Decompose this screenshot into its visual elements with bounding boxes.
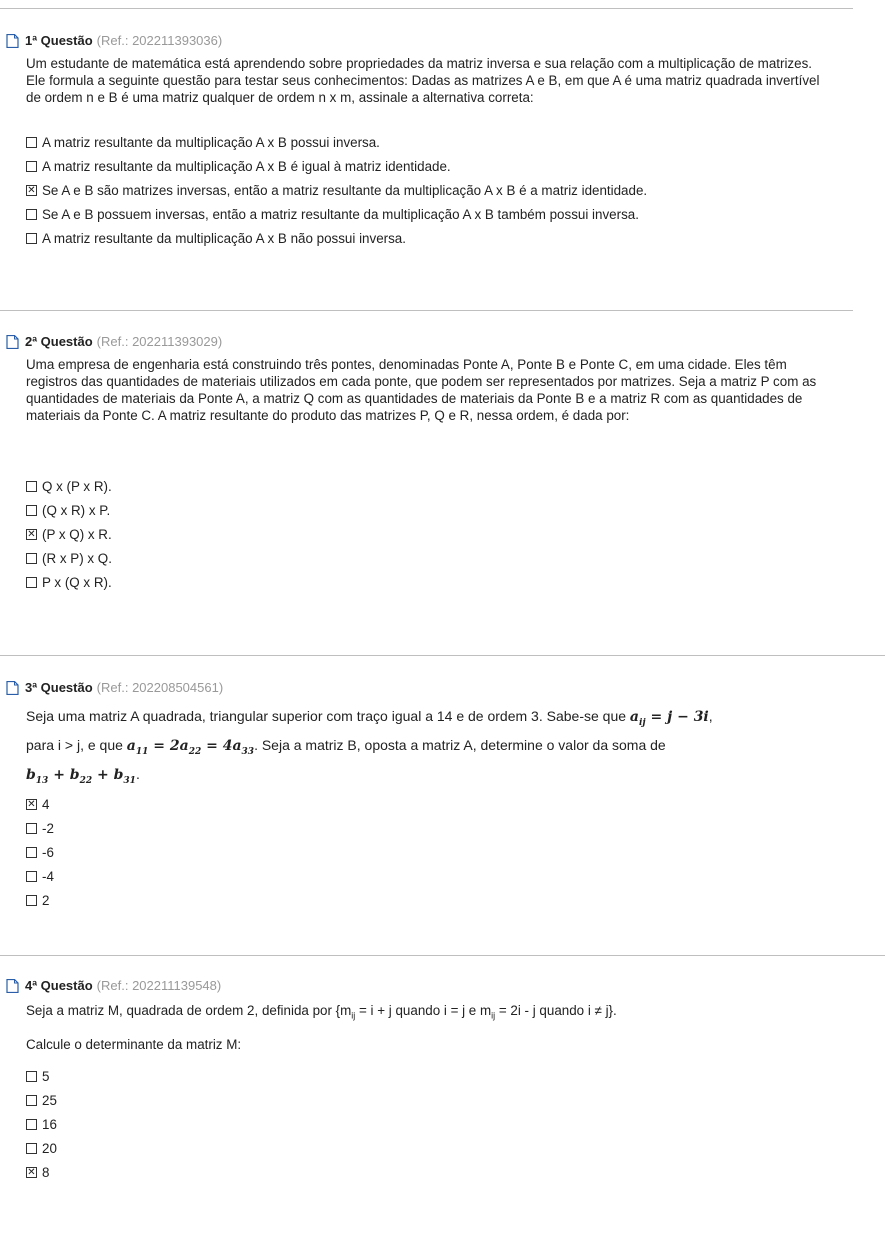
option[interactable] [26, 1136, 57, 1160]
question-number: 1ª Questão [25, 33, 93, 48]
option-label: 4 [42, 796, 50, 812]
option-label: 2 [42, 892, 50, 908]
checkbox[interactable] [26, 505, 37, 516]
question-header [6, 33, 222, 48]
question-ref: (Ref.: 202211393029) [96, 334, 223, 349]
text-segment: = 2i - j quando i ≠ j}. [495, 1003, 617, 1018]
checkbox[interactable] [26, 871, 37, 882]
question-ref: (Ref.: 202211393036) [96, 33, 223, 48]
option[interactable] [26, 864, 54, 888]
option[interactable] [26, 1112, 57, 1136]
option[interactable] [26, 570, 112, 594]
option[interactable] [26, 178, 647, 202]
option-label: (P x Q) x R. [42, 526, 112, 542]
option[interactable] [26, 816, 54, 840]
separator [0, 8, 853, 9]
checkbox[interactable] [26, 481, 37, 492]
checkbox-checked[interactable]: ✕ [27, 798, 36, 810]
options-list [26, 792, 54, 912]
option-label: -2 [42, 820, 54, 836]
math-expression: $a_{ij} = j - 3i$ [629, 709, 709, 728]
option[interactable] [26, 226, 647, 250]
question-ref: (Ref.: 202211139548) [96, 978, 222, 993]
checkbox[interactable] [26, 1143, 37, 1154]
option-label: 8 [42, 1164, 50, 1180]
text-segment: = i + j quando i = j e m [355, 1003, 492, 1018]
question-header [6, 334, 222, 349]
option[interactable] [26, 1160, 57, 1184]
text-segment: Seja a matriz M, quadrada de ordem 2, definida por {m [26, 1003, 352, 1018]
text-segment: Seja uma matriz A quadrada, triangular superior com traço igual a 14 e de ordem 3. Sabe-se que [26, 708, 627, 724]
option-label: P x (Q x R). [42, 574, 112, 590]
checkbox[interactable] [26, 233, 37, 244]
option[interactable] [26, 130, 647, 154]
option-label: 20 [42, 1140, 57, 1156]
option[interactable] [26, 840, 54, 864]
question-prompt: Calcule o determinante da matriz M: [26, 1037, 242, 1052]
option-label: Se A e B são matrizes inversas, então a matriz resultante da multiplicação A x B é a matriz identidade. [42, 182, 648, 198]
option-label: -4 [42, 868, 54, 884]
option[interactable] [26, 546, 112, 570]
checkbox[interactable] [26, 847, 37, 858]
checkbox[interactable] [26, 823, 37, 834]
question-text: Um estudante de matemática está aprendendo sobre propriedades da matriz inversa e sua relação com a multiplicação de matrizes. Ele formula a seguinte questão para testar seus conhecimentos: Dadas as matrizes A e B, em que A é uma matriz quadrada invertível de ordem n e B é uma matriz qualquer de ordem n x m, assinale a alternativa correta: [26, 56, 820, 105]
checkbox[interactable] [26, 895, 37, 906]
math-expression: $b_{13} + b_{22} + b_{31}$ [26, 766, 136, 786]
option-label: (R x P) x Q. [42, 550, 112, 566]
document-icon [6, 335, 19, 349]
document-icon [6, 34, 19, 48]
option-label: 5 [42, 1068, 50, 1084]
checkbox[interactable] [26, 577, 37, 588]
question-text [26, 1002, 856, 1025]
options-list [26, 130, 647, 250]
option-label: Q x (P x R). [42, 478, 112, 494]
checkbox[interactable] [26, 1119, 37, 1130]
text-segment: , [708, 708, 713, 724]
separator [0, 310, 853, 311]
question-text: Uma empresa de engenharia está construindo três pontes, denominadas Ponte A, Ponte B e Ponte C, em uma cidade. Eles têm registros das quantidades de materiais utilizados em cada ponte, que podem ser representados por matrizes. Seja a matriz P com as quantidades de materiais da Ponte A, a matriz Q com as quantidades de materiais da Ponte B e a matriz R com as quantidades de materiais da Ponte C. A matriz resultante do produto das matrizes P, Q e R, nessa ordem, é dada por: [26, 357, 817, 423]
checkbox[interactable] [26, 553, 37, 564]
text-segment: para i > j, e que [26, 736, 123, 753]
option[interactable] [26, 888, 54, 912]
option[interactable] [26, 202, 647, 226]
checkbox[interactable] [26, 1071, 37, 1082]
question-number: 3ª Questão [25, 680, 93, 695]
checkbox[interactable] [26, 209, 37, 220]
separator [0, 655, 885, 656]
option-label: (Q x R) x P. [42, 502, 111, 518]
document-icon [6, 979, 19, 993]
option-label: A matriz resultante da multiplicação A x B não possui inversa. [42, 230, 406, 246]
option[interactable] [26, 154, 647, 178]
checkbox-checked[interactable]: ✕ [27, 1166, 36, 1178]
option-label: Se A e B possuem inversas, então a matriz resultante da multiplicação A x B também possui inversa. [42, 206, 639, 222]
option-label: A matriz resultante da multiplicação A x B é igual à matriz identidade. [42, 158, 451, 174]
question-header [6, 978, 221, 993]
question-number: 2ª Questão [25, 334, 93, 349]
document-icon [6, 681, 19, 695]
checkbox-checked[interactable]: ✕ [27, 184, 36, 196]
option[interactable] [26, 1088, 57, 1112]
option[interactable] [26, 792, 54, 816]
text-segment: . [135, 765, 140, 782]
option[interactable] [26, 474, 112, 498]
option[interactable] [26, 1064, 57, 1088]
option-label: 16 [42, 1116, 57, 1132]
subscript: ij [491, 1010, 496, 1021]
question-text [26, 705, 856, 791]
checkbox[interactable] [26, 1095, 37, 1106]
options-list [26, 1064, 57, 1184]
option[interactable] [26, 498, 112, 522]
text-segment: . Seja a matriz B, oposta a matriz A, determine o valor da soma de [254, 736, 666, 753]
options-list [26, 474, 112, 594]
option-label: -6 [42, 844, 54, 860]
option[interactable] [26, 522, 112, 546]
separator [0, 955, 885, 956]
option-label: A matriz resultante da multiplicação A x B possui inversa. [42, 134, 380, 150]
question-header [6, 680, 223, 695]
question-number: 4ª Questão [25, 978, 93, 993]
checkbox[interactable] [26, 137, 37, 148]
checkbox-checked[interactable]: ✕ [27, 528, 36, 540]
question-ref: (Ref.: 202208504561) [96, 680, 224, 695]
subscript: ij [351, 1010, 356, 1021]
math-expression: $a_{11} = 2a_{22} = 4a_{33}$ [126, 737, 255, 757]
checkbox[interactable] [26, 161, 37, 172]
option-label: 25 [42, 1092, 57, 1108]
